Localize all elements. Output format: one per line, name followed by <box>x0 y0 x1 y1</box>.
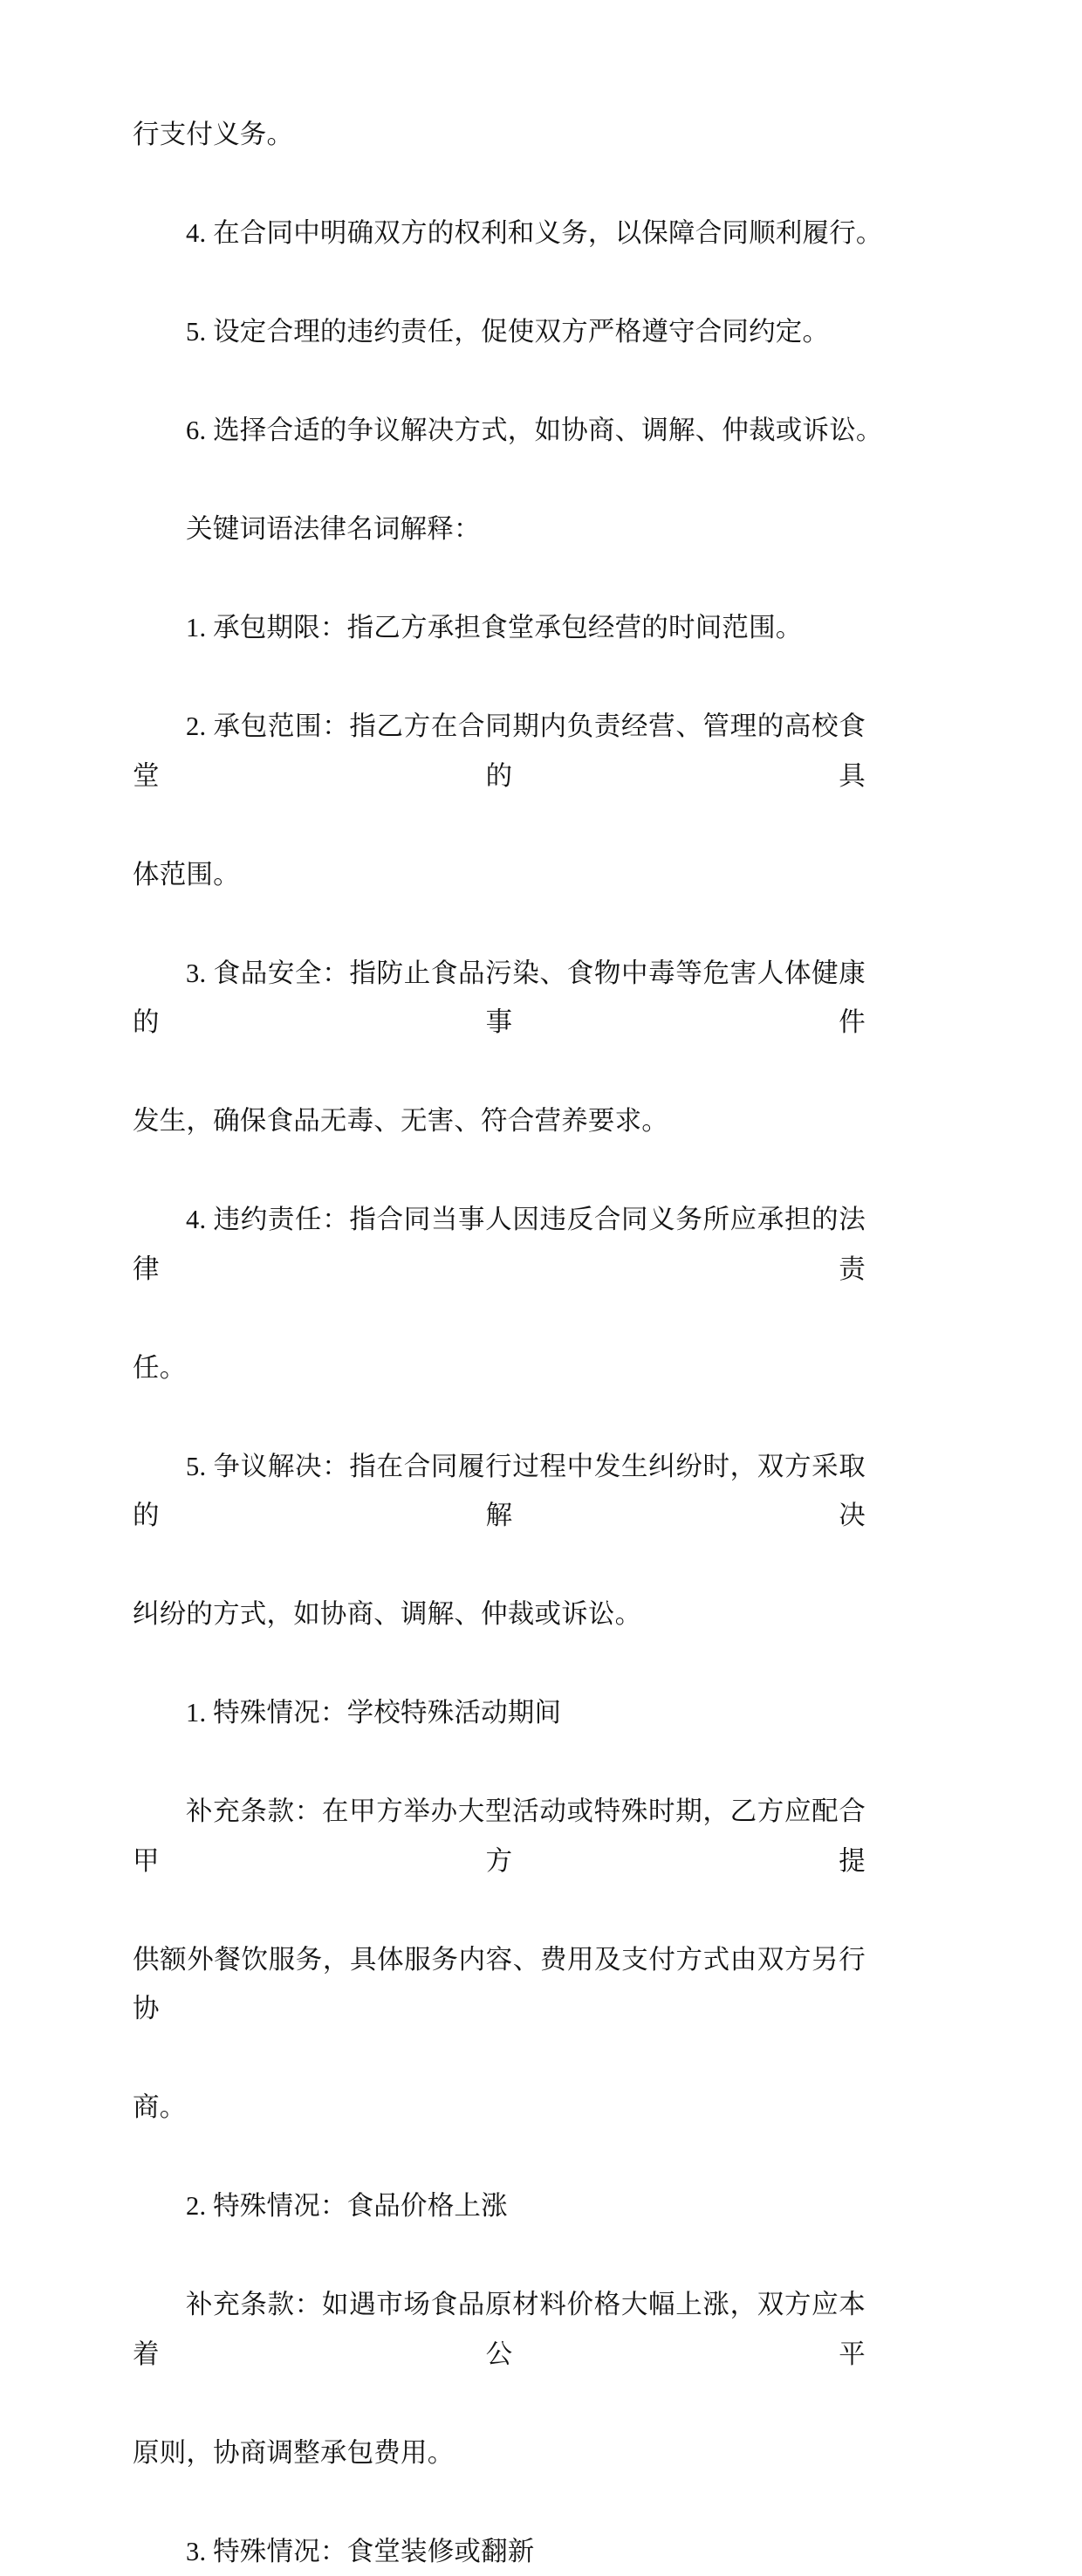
line-spacer <box>133 456 866 505</box>
document-text-body <box>133 110 866 2576</box>
line-spacer <box>133 1146 866 1196</box>
text-line: 1. 承包期限：指乙方承担食堂承包经营的时间范围。 <box>133 603 866 653</box>
line-spacer <box>133 800 866 850</box>
line-spacer <box>133 1048 866 1097</box>
line-spacer <box>133 357 866 407</box>
text-line: 4. 违约责任：指合同当事人因违反合同义务所应承担的法律责 <box>133 1195 866 1294</box>
text-line: 商。 <box>133 2083 866 2133</box>
text-line: 关键词语法律名词解释： <box>133 505 866 554</box>
text-line: 体范围。 <box>133 850 866 900</box>
text-line: 行支付义务。 <box>133 110 866 160</box>
text-line: 2. 承包范围：指乙方在合同期内负责经营、管理的高校食堂的具 <box>133 702 866 800</box>
line-spacer <box>133 1738 866 1788</box>
line-spacer <box>133 1294 866 1343</box>
text-line: 1. 特殊情况：学校特殊活动期间 <box>133 1688 866 1738</box>
line-spacer <box>133 1639 866 1689</box>
line-spacer <box>133 2133 866 2182</box>
text-line: 原则，协商调整承包费用。 <box>133 2428 866 2478</box>
text-line: 6. 选择合适的争议解决方式，如协商、调解、仲裁或诉讼。 <box>133 406 866 456</box>
text-line: 4. 在合同中明确双方的权利和义务，以保障合同顺利履行。 <box>133 209 866 258</box>
line-spacer <box>133 2231 866 2281</box>
line-spacer <box>133 554 866 604</box>
line-spacer <box>133 2477 866 2527</box>
text-line: 2. 特殊情况：食品价格上涨 <box>133 2181 866 2231</box>
line-spacer <box>133 258 866 308</box>
line-spacer <box>133 2379 866 2428</box>
text-line: 任。 <box>133 1343 866 1393</box>
text-line: 补充条款：在甲方举办大型活动或特殊时期，乙方应配合甲方提 <box>133 1787 866 1886</box>
line-spacer <box>133 899 866 949</box>
text-line: 5. 争议解决：指在合同履行过程中发生纠纷时，双方采取的解决 <box>133 1442 866 1541</box>
line-spacer <box>133 653 866 703</box>
line-spacer <box>133 1541 866 1590</box>
text-line: 纠纷的方式，如协商、调解、仲裁或诉讼。 <box>133 1590 866 1639</box>
line-spacer <box>133 160 866 210</box>
text-line: 供额外餐饮服务，具体服务内容、费用及支付方式由双方另行协 <box>133 1935 866 2034</box>
text-line: 补充条款：如遇市场食品原材料价格大幅上涨，双方应本着公平 <box>133 2280 866 2379</box>
line-spacer <box>133 2034 866 2084</box>
line-spacer <box>133 1886 866 1935</box>
text-line: 发生，确保食品无毒、无害、符合营养要求。 <box>133 1096 866 1146</box>
text-line: 3. 特殊情况：食堂装修或翻新 <box>133 2527 866 2576</box>
text-line: 5. 设定合理的违约责任，促使双方严格遵守合同约定。 <box>133 307 866 357</box>
line-spacer <box>133 1392 866 1442</box>
text-line: 3. 食品安全：指防止食品污染、食物中毒等危害人体健康的事件 <box>133 949 866 1048</box>
